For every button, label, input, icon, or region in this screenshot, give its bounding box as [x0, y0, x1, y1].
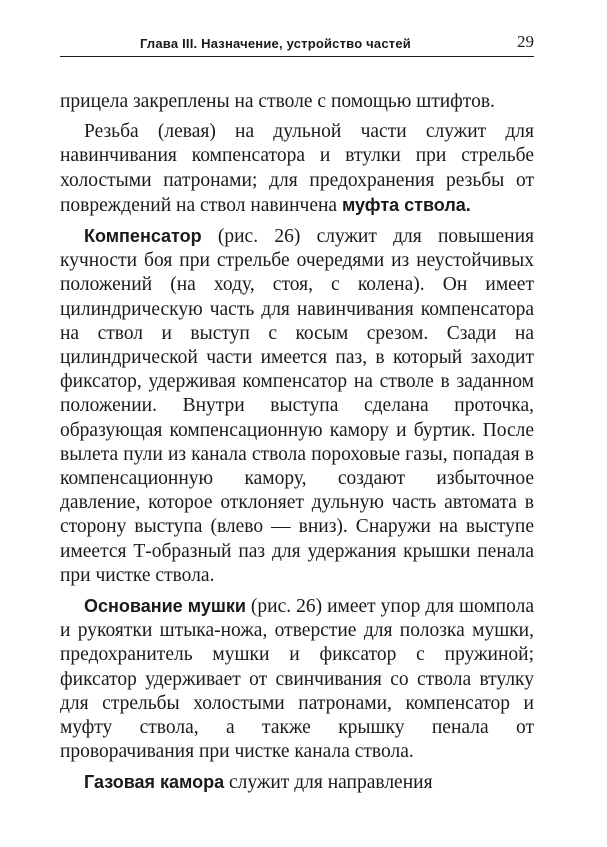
term-osnovanie-mushki: Основание мушки — [84, 596, 246, 617]
running-title: Глава III. Назначение, устройство частей — [140, 36, 411, 51]
term-kompensator: Компенсатор — [84, 226, 202, 247]
paragraph-2-text: Резьба (левая) на дульной части служит для навинчивания компенсатора и втулки при стрельбе холостыми патронами; для предохранения резьбы от повреждений на ствол навинчена — [60, 121, 534, 216]
paragraph-1 — [60, 90, 534, 114]
running-head — [60, 30, 534, 57]
paragraph-5 — [60, 770, 534, 795]
paragraph-3-text: (рис. 26) служит для повышения кучности боя при стрельбе очередями из неустойчивых положений (на ходу, стоя, с колена). Он имеет цилиндрическую часть для навинчивания компенсатора на ствол и выступ с косым срезом. Сзади на цилиндрической части имеется паз, в который заходит фиксатор, удерживая компенсатор на стволе в заданном положении. Внутри выступа сделана проточка, образующая компенсационную камору и буртик. После вылета пули из канала ствола пороховые газы, попадая в компенсационную камору, создают избыточное давление, которое отклоняет дульную часть автомата в сторону выступа (влево — вниз). Снаружи на выступе имеется Т-образный паз для удержания крышки пенала при чистке ствола. — [60, 226, 534, 586]
term-mufta-stvola: муфта ствола. — [341, 194, 471, 215]
paragraph-4 — [60, 594, 534, 764]
paragraph-5-text: служит для направления — [224, 772, 433, 794]
paragraph-3 — [60, 224, 534, 588]
term-gazovaya-kamora: Газовая камора — [84, 772, 225, 793]
paragraph-2 — [60, 120, 534, 218]
body-text — [60, 90, 534, 796]
page-number: 29 — [517, 32, 534, 51]
paragraph-4-text: (рис. 26) имеет упор для шомпола и рукоятки штыка-ножа, отверстие для полозка мушки, предохранитель мушки и фиксатор с пружиной; фиксатор удерживает от свинчивания со ствола втулку для стрельбы холостыми патронами, компенсатор и муфту ствола, а также крышку пенала от проворачивания при чистке канала ствола. — [60, 596, 534, 763]
paragraph-1-text: прицела закреплены на стволе с помощью штифтов. — [60, 91, 495, 112]
book-page — [60, 30, 534, 796]
